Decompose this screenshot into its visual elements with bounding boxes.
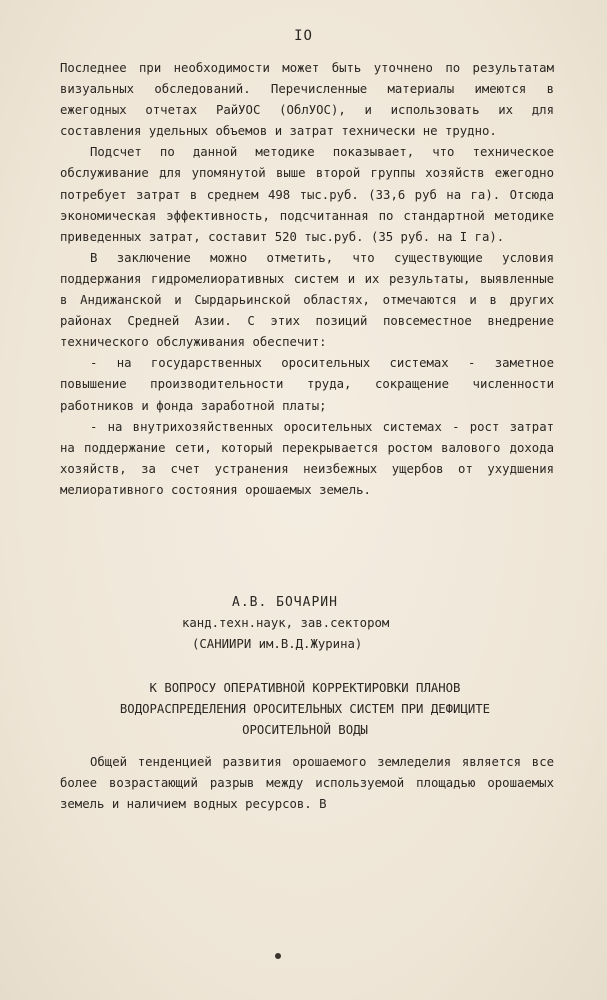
list-item: - на внутрихозяйственных оросительных системах - рост затрат на поддержание сети, который перекрывается ростом валового дохода хозяйств, за счет устранения неизбежных ущербов от ухудшения мелиоративного состояния орошаемых земель. (60, 419, 554, 497)
author-position: канд.техн.наук, зав.сектором (182, 616, 390, 630)
list-item: - на государственных оросительных системах - заметное повышение производительности труда, сокращение численности работников и фонда заработной платы; (60, 356, 554, 413)
page-number: IO (294, 28, 313, 44)
paragraph: Общей тенденцией развития орошаемого земледелия является все более возрастающий разрыв между используемой площадью орошаемых земель и наличием водных ресурсов. В (60, 755, 554, 812)
author-name: А.В. БОЧАРИН (232, 595, 338, 610)
body-text (60, 58, 554, 501)
page-mark (275, 953, 281, 959)
author-institution: (САНИИРИ им.В.Д.Журина) (192, 637, 363, 651)
paragraph: Подсчет по данной методике показывает, что техническое обслуживание для упомянутой выше второй группы хозяйств ежегодно потребует затрат в среднем 498 тыс.руб. (33,6 руб на га). Отсюда экономическая эффективность, подсчитанная по стандартной методике приведенных затрат, составит 520 тыс.руб. (35 руб. на I га). (60, 145, 554, 244)
paragraph: Последнее при необходимости может быть уточнено по результатам визуальных обследований. Перечисленные материалы имеются в ежегодных отчетах РайУОС (ОблУОС), и использовать их для составления удельных объемов и затрат технически не трудно. (60, 61, 554, 139)
paragraph: В заключение можно отметить, что существующие условия поддержания гидромелиоративных систем и их результаты, выявленные в Андижанской и Сырдарьинской областях, отмечаются и в других районах Средней Азии. С этих позиций повсеместное внедрение технического обслуживания обеспечит: (60, 250, 554, 350)
article-title: К ВОПРОСУ ОПЕРАТИВНОЙ КОРРЕКТИРОВКИ ПЛАНОВ ВОДОРАСПРЕДЕЛЕНИЯ ОРОСИТЕЛЬНЫХ СИСТЕМ ПРИ ДЕФИЦИТЕ ОРОСИТЕЛЬНОЙ ВОДЫ (119, 681, 491, 737)
article-intro (60, 752, 554, 815)
